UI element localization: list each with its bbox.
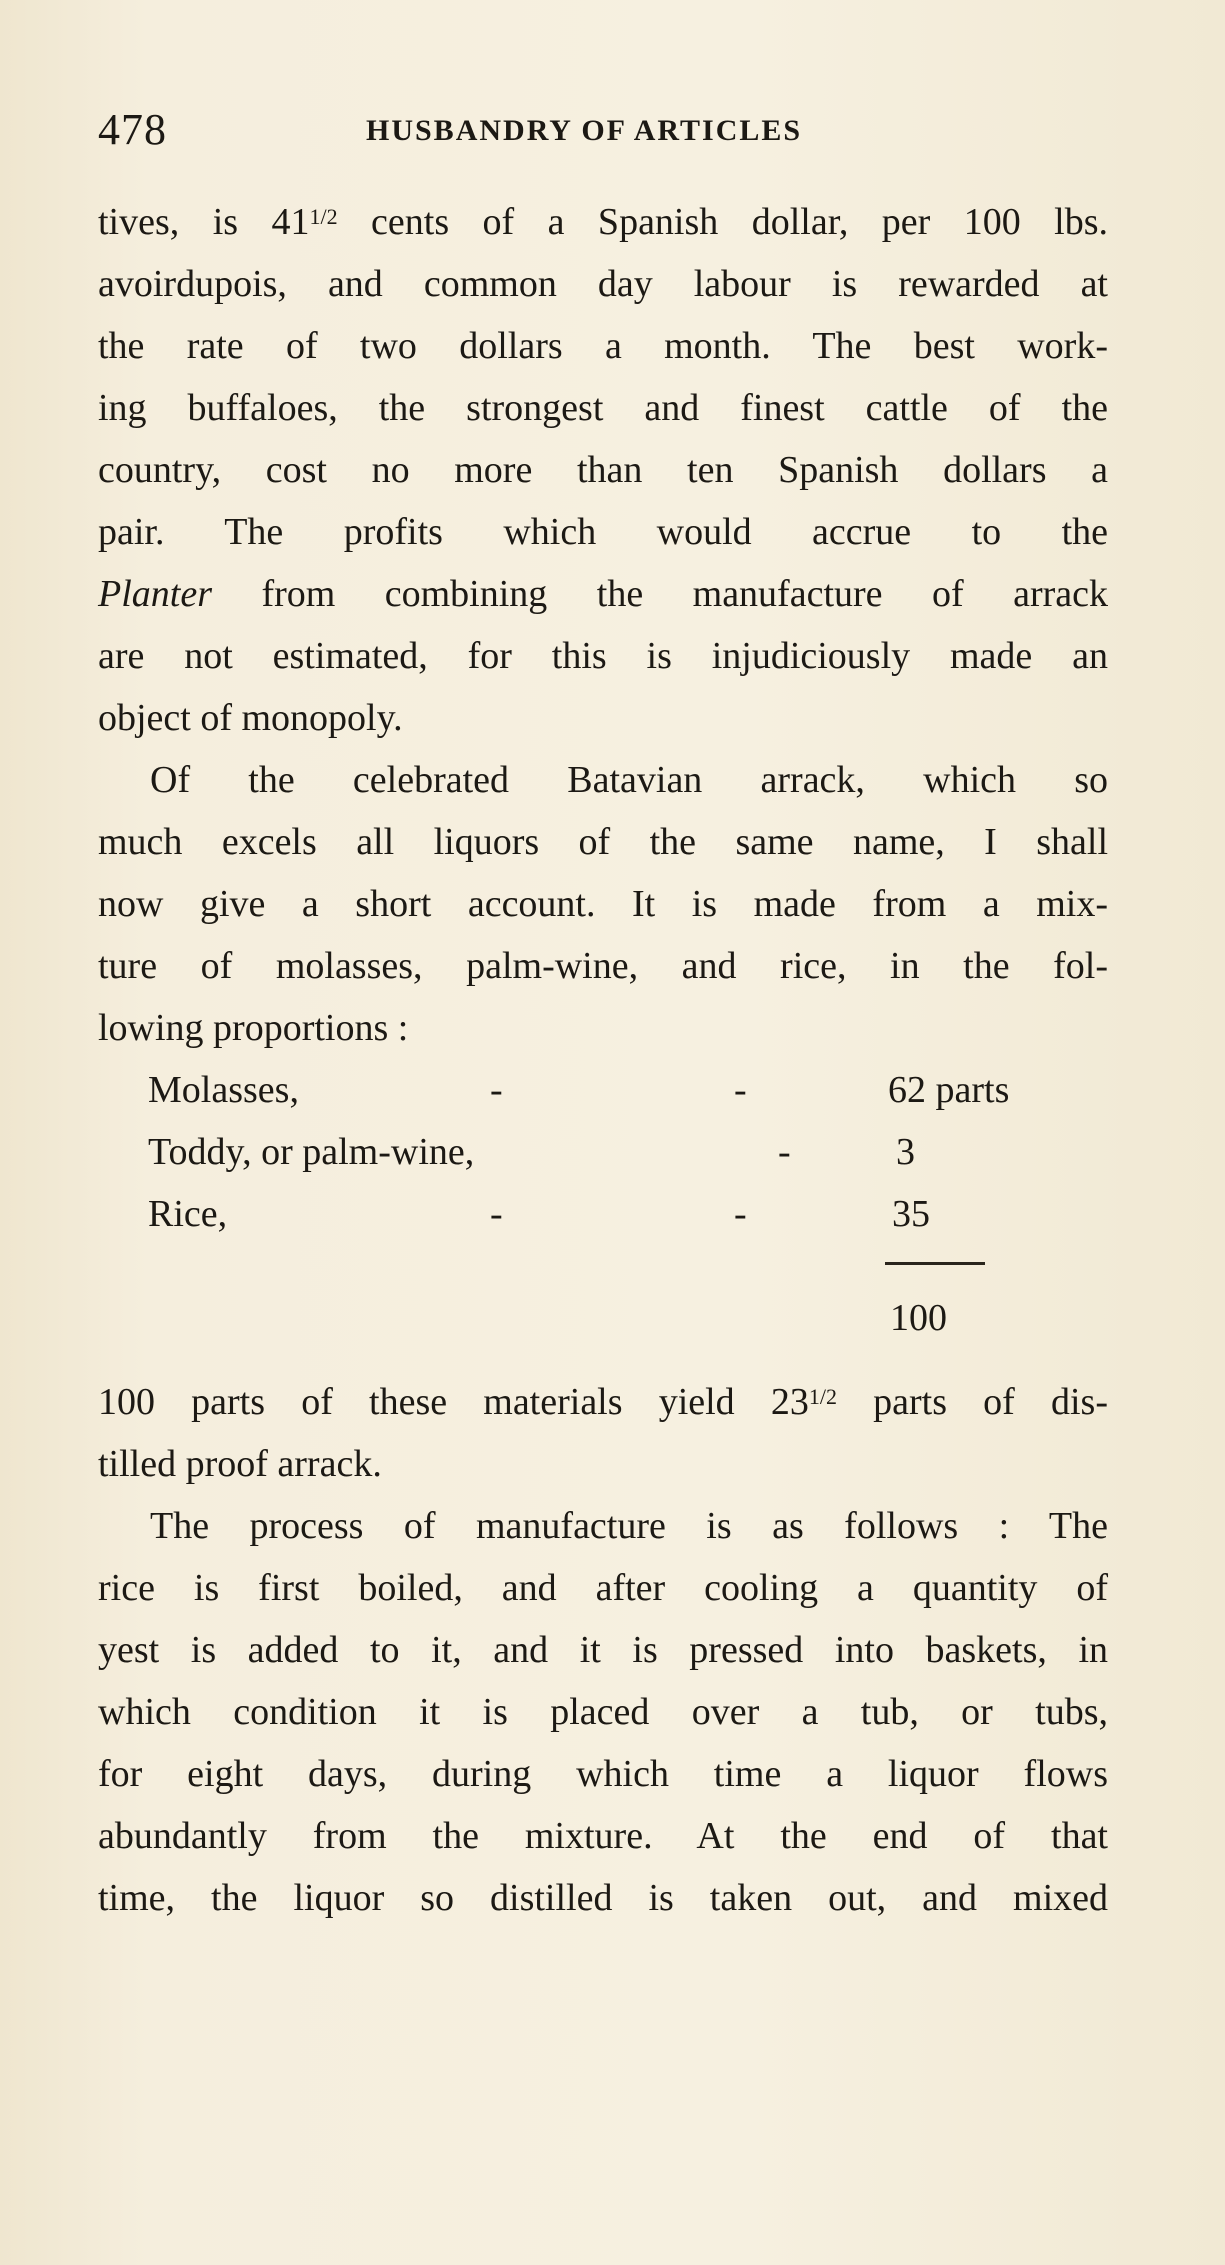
text-line: which condition it is placed over a tub, or tubs, [98, 1691, 1108, 1733]
text-line: object of monopoly. [98, 697, 403, 739]
page-header [98, 104, 1108, 164]
leader-dash: - [734, 1193, 747, 1235]
text-line: The process of manufacture is as follows : The [150, 1505, 1108, 1547]
fraction: 1/2 [808, 1384, 837, 1409]
text-line: ing buffaloes, the strongest and finest cattle of the [98, 387, 1108, 429]
italic-word: Planter [98, 573, 212, 615]
proportion-total: 100 [890, 1297, 947, 1339]
text-line: lowing proportions : [98, 1007, 409, 1049]
text-line: avoirdupois, and common day labour is rewarded at [98, 263, 1108, 305]
text-line: rice is first boiled, and after cooling a quantity of [98, 1567, 1108, 1609]
sum-rule [885, 1262, 985, 1265]
text-line: tives, is 411/2 cents of a Spanish dollar, per 100 lbs. [98, 201, 1108, 243]
leader-dash: - [734, 1069, 747, 1111]
page-number: 478 [98, 105, 167, 154]
text-line: now give a short account. It is made from a mix- [98, 883, 1108, 925]
proportion-value: 3 [896, 1131, 915, 1173]
text-line: tilled proof arrack. [98, 1443, 382, 1485]
text-line: 100 parts of these materials yield 231/2 parts of dis- [98, 1381, 1108, 1423]
text-line: for eight days, during which time a liquor flows [98, 1753, 1108, 1795]
text-line: the rate of two dollars a month. The best work- [98, 325, 1108, 367]
text-line: Planter from combining the manufacture of arrack [98, 573, 1108, 615]
proportion-value: 62 parts [888, 1069, 1010, 1111]
running-head: HUSBANDRY OF ARTICLES [366, 114, 803, 147]
proportion-row [148, 1188, 1108, 1240]
text-line: country, cost no more than ten Spanish dollars a [98, 449, 1108, 491]
leader-dash: - [490, 1069, 503, 1111]
leader-dash: - [490, 1193, 503, 1235]
text-line: time, the liquor so distilled is taken out, and mixed [98, 1877, 1108, 1919]
text-line: much excels all liquors of the same name, I shall [98, 821, 1108, 863]
proportion-item: Toddy, or palm-wine, [148, 1131, 475, 1173]
proportion-row [148, 1126, 1108, 1178]
proportion-value: 35 [892, 1193, 930, 1235]
text-line: Of the celebrated Batavian arrack, which so [150, 759, 1108, 801]
text-line: are not estimated, for this is injudiciously made an [98, 635, 1108, 677]
proportion-item: Rice, [148, 1193, 228, 1235]
text-line: abundantly from the mixture. At the end of that [98, 1815, 1108, 1857]
text-line: ture of molasses, palm-wine, and rice, in the fol- [98, 945, 1108, 987]
fraction: 1/2 [309, 204, 338, 229]
text-line: pair. The profits which would accrue to the [98, 511, 1108, 553]
text-line: yest is added to it, and it is pressed into baskets, in [98, 1629, 1108, 1671]
proportion-item: Molasses, [148, 1069, 299, 1111]
leader-dash: - [778, 1131, 791, 1173]
proportion-row [148, 1064, 1108, 1116]
